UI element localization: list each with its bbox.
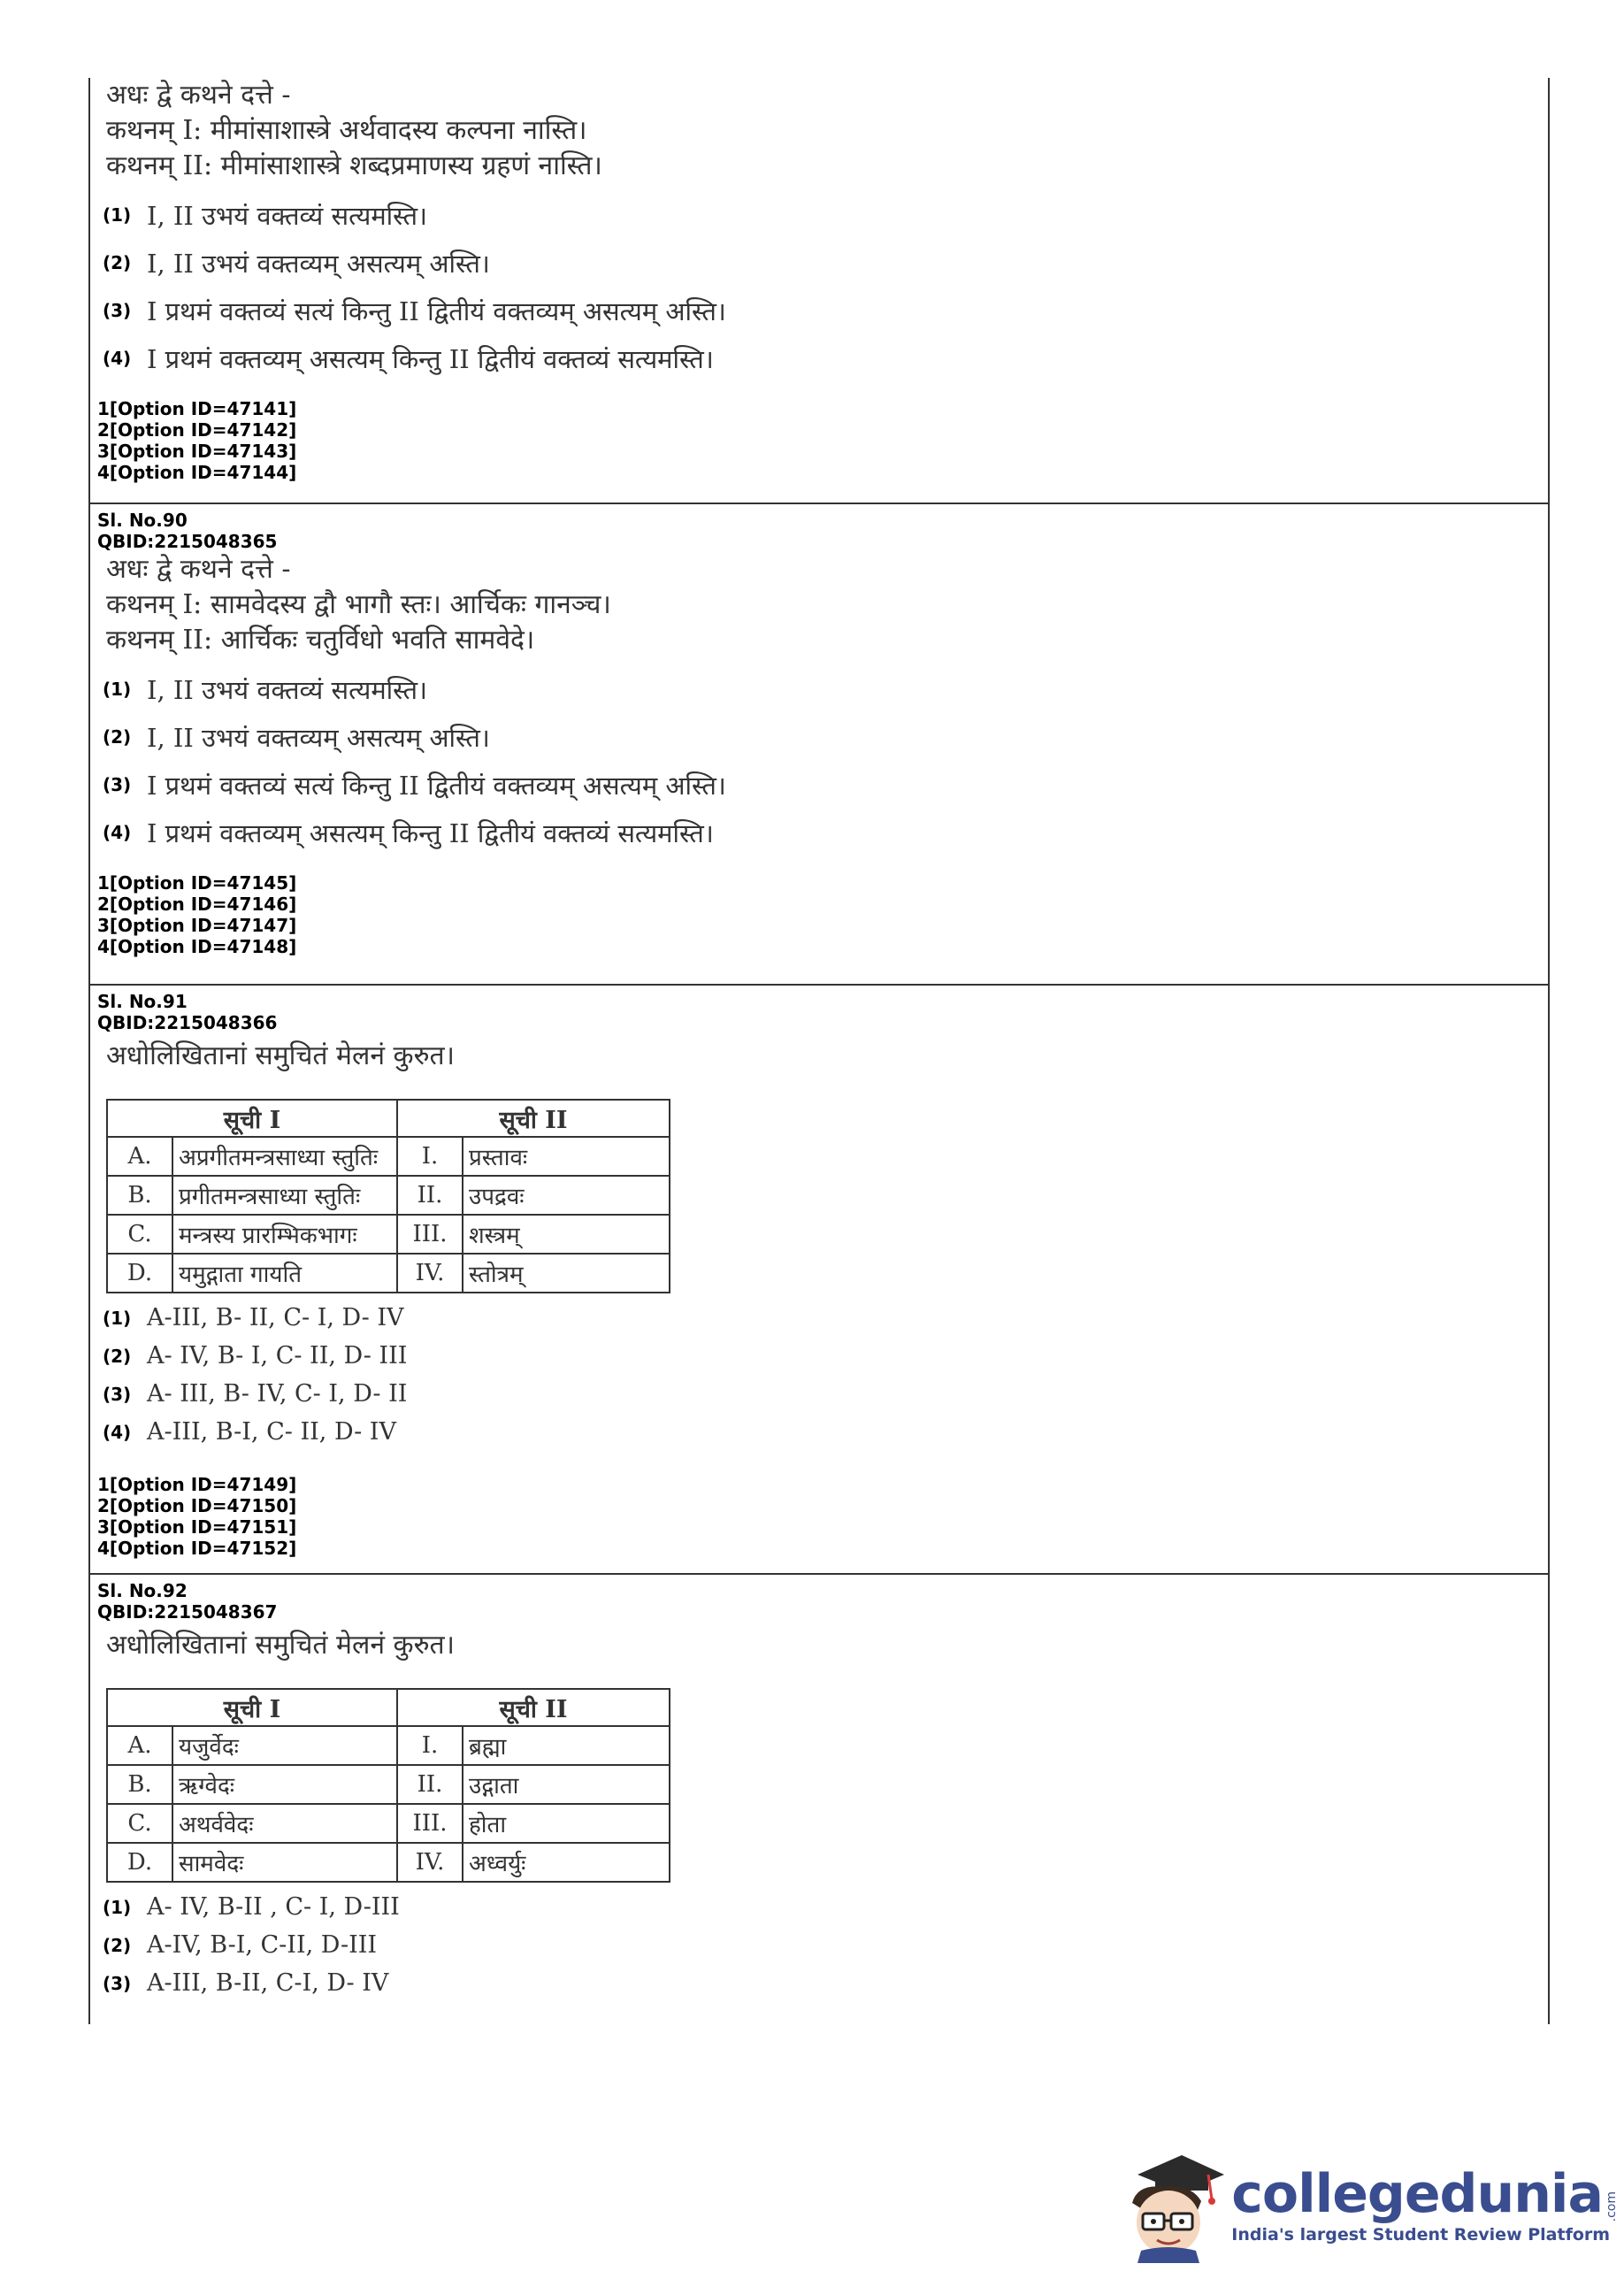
question-90 (90, 504, 1548, 986)
statement-2: कथनम् II: मीमांसाशास्त्रे शब्दप्रमाणस्य ग्रहणं नास्ति। (106, 150, 602, 181)
option-1[interactable]: (1) I, II उभयं वक्तव्यं सत्यमस्ति। (103, 674, 427, 705)
question-91 (90, 986, 1548, 1575)
serial-number: Sl. No.92 (97, 1580, 188, 1601)
option-4[interactable]: (4) A-III, B-I, C- II, D- IV (103, 1418, 396, 1446)
option-4[interactable]: (4) I प्रथमं वक्तव्यम् असत्यम् किन्तु II द्वितीयं वक्तव्यं सत्यमस्ति। (103, 817, 714, 848)
serial-number: Sl. No.91 (97, 991, 188, 1012)
statement-1: कथनम् I: सामवेदस्य द्वौ भागौ स्तः। आर्चिकः गानञ्च। (106, 589, 611, 620)
brand-tagline: India's largest Student Review Platform (1231, 2225, 1611, 2244)
question-92 (90, 1575, 1548, 2024)
option-4[interactable]: (4) I प्रथमं वक्तव्यम् असत्यम् किन्तु II द्वितीयं वक्तव्यं सत्यमस्ति। (103, 343, 714, 374)
option-2[interactable]: (2) I, II उभयं वक्तव्यम् असत्यम् अस्ति। (103, 248, 490, 279)
question-89 (90, 78, 1548, 504)
list-1-header: सूची I (107, 1689, 397, 1726)
question-paper (88, 78, 1550, 2024)
option-ids: 1[Option ID=47145] 2[Option ID=47146] 3[Option ID=47147] 4[Option ID=47148] (97, 872, 297, 957)
brand-name: collegedunia (1231, 2163, 1603, 2225)
question-intro: अधः द्वे कथने दत्ते - (106, 80, 291, 111)
option-2[interactable]: (2) A- IV, B- I, C- II, D- III (103, 1342, 408, 1370)
collegedunia-logo[interactable] (1120, 2148, 1619, 2263)
table-row: C. मन्त्रस्य प्रारम्भिकभागः III. शस्त्रम् (107, 1215, 670, 1254)
brand-suffix: .com (1605, 2191, 1619, 2221)
question-intro: अधः द्वे कथने दत्ते - (106, 554, 291, 585)
table-row: B. ऋग्वेदः II. उद्गाता (107, 1765, 670, 1804)
option-3[interactable]: (3) I प्रथमं वक्तव्यं सत्यं किन्तु II द्वितीयं वक्तव्यम् असत्यम् अस्ति। (103, 770, 726, 801)
question-prompt: अधोलिखितानां समुचितं मेलनं कुरुत। (106, 1630, 455, 1661)
statement-1: कथनम् I: मीमांसाशास्त्रे अर्थवादस्य कल्पना नास्ति। (106, 115, 587, 146)
option-1[interactable]: (1) A-III, B- II, C- I, D- IV (103, 1304, 404, 1331)
table-row: A. अप्रगीतमन्त्रसाध्या स्तुतिः I. प्रस्तावः (107, 1137, 670, 1176)
table-row: D. सामवेदः IV. अध्वर्युः (107, 1843, 670, 1882)
list-2-header: सूची II (397, 1100, 670, 1137)
option-2[interactable]: (2) A-IV, B-I, C-II, D-III (103, 1931, 378, 1959)
qbid: QBID:2215048365 (97, 531, 278, 552)
table-row: B. प्रगीतमन्त्रसाध्या स्तुतिः II. उपद्रवः (107, 1176, 670, 1215)
match-table (106, 1688, 670, 1883)
table-row: C. अथर्ववेदः III. होता (107, 1804, 670, 1843)
option-2[interactable]: (2) I, II उभयं वक्तव्यम् असत्यम् अस्ति। (103, 722, 490, 753)
statement-2: कथनम् II: आर्चिकः चतुर्विधो भवति सामवेदे। (106, 625, 535, 656)
option-3[interactable]: (3) A-III, B-II, C-I, D- IV (103, 1969, 389, 1997)
table-row: A. यजुर्वेदः I. ब्रह्मा (107, 1726, 670, 1765)
qbid: QBID:2215048366 (97, 1012, 278, 1033)
question-prompt: अधोलिखितानां समुचितं मेलनं कुरुत। (106, 1040, 455, 1071)
option-3[interactable]: (3) A- III, B- IV, C- I, D- II (103, 1380, 408, 1408)
student-mascot-icon (1120, 2148, 1226, 2263)
list-2-header: सूची II (397, 1689, 670, 1726)
qbid: QBID:2215048367 (97, 1601, 278, 1623)
option-1[interactable]: (1) A- IV, B-II , C- I, D-III (103, 1893, 400, 1921)
table-row: D. यमुद्गाता गायति IV. स्तोत्रम् (107, 1254, 670, 1293)
list-1-header: सूची I (107, 1100, 397, 1137)
option-ids: 1[Option ID=47149] 2[Option ID=47150] 3[Option ID=47151] 4[Option ID=47152] (97, 1474, 297, 1559)
match-table (106, 1099, 670, 1293)
option-3[interactable]: (3) I प्रथमं वक्तव्यं सत्यं किन्तु II द्वितीयं वक्तव्यम् असत्यम् अस्ति। (103, 295, 726, 326)
option-ids: 1[Option ID=47141] 2[Option ID=47142] 3[Option ID=47143] 4[Option ID=47144] (97, 398, 297, 483)
serial-number: Sl. No.90 (97, 510, 188, 531)
option-1[interactable]: (1) I, II उभयं वक्तव्यं सत्यमस्ति। (103, 200, 427, 231)
